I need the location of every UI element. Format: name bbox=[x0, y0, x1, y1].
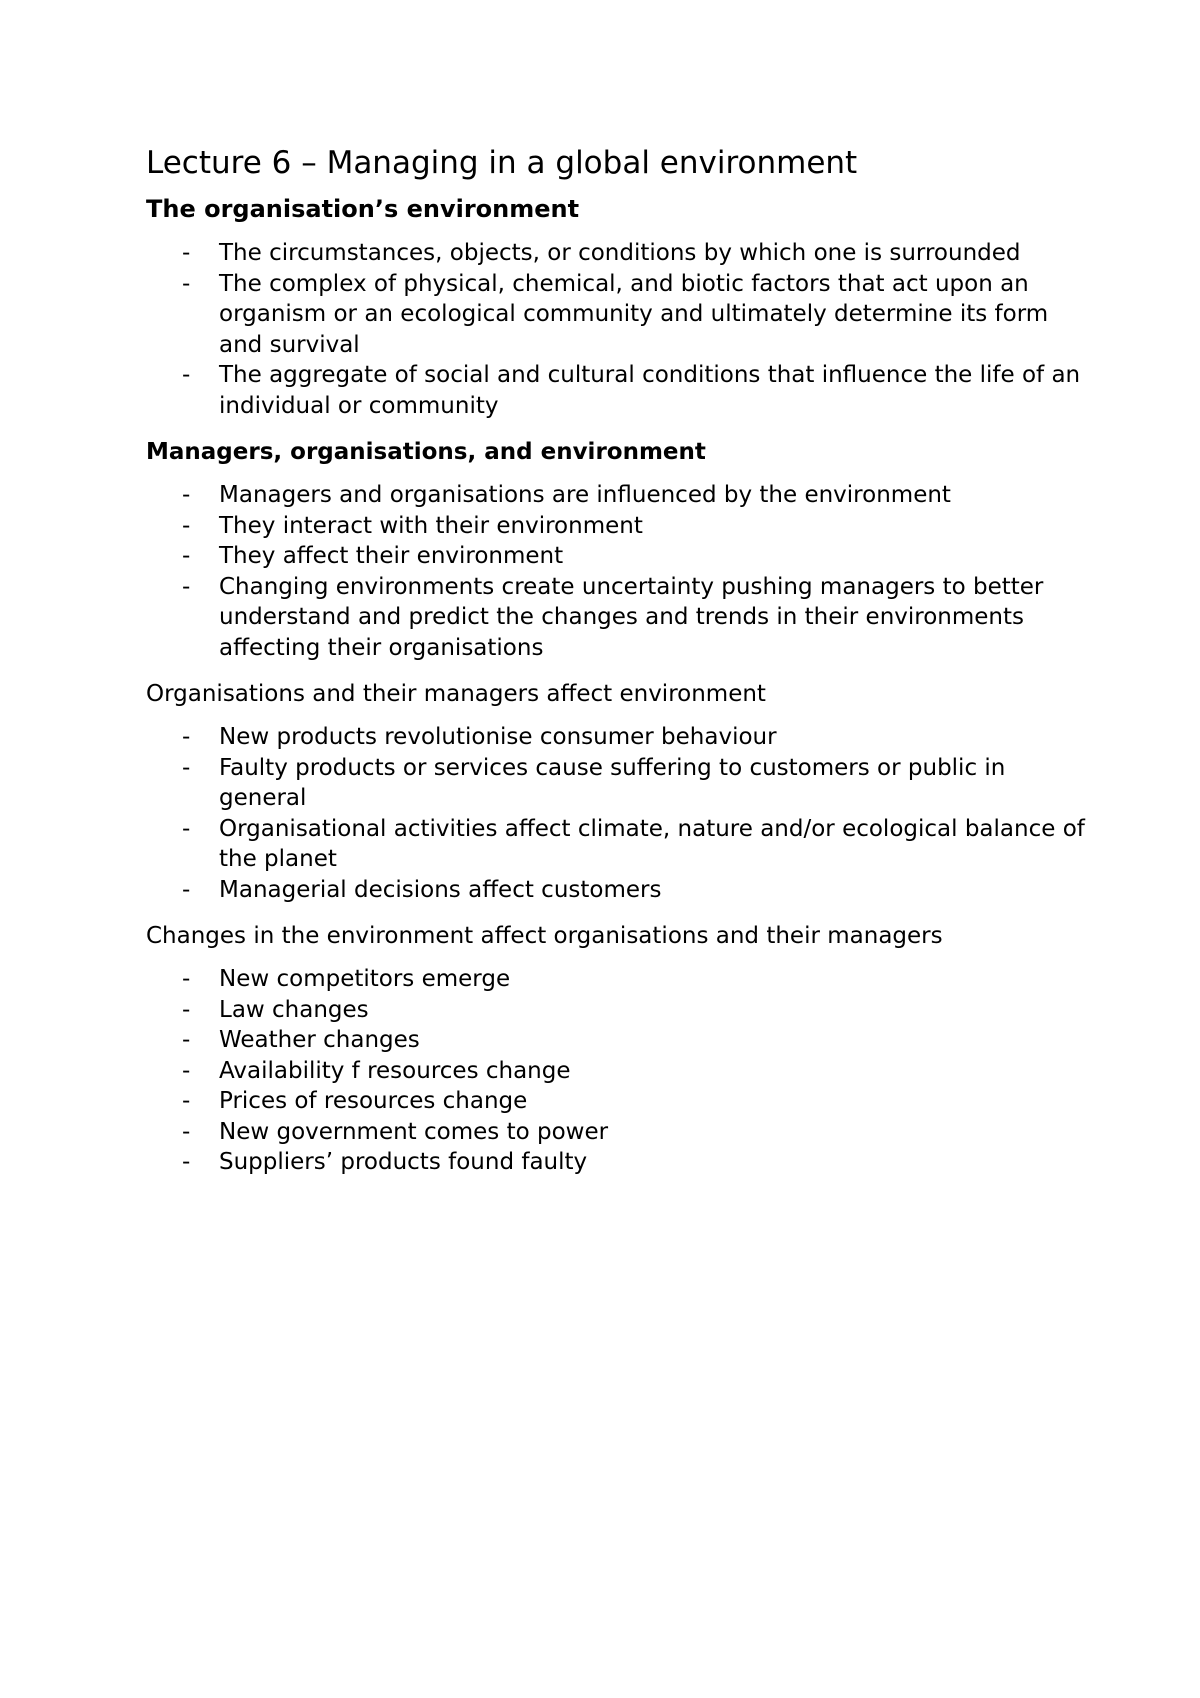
list-item bbox=[146, 964, 1086, 995]
list-item-text: New government comes to power bbox=[219, 1118, 609, 1145]
list-item-text: The aggregate of social and cultural conditions that influence the life of an individual or community bbox=[219, 362, 1081, 419]
list-item-text: Organisational activities affect climate, nature and/or ecological balance of the planet bbox=[219, 815, 1085, 872]
list-item bbox=[146, 480, 1086, 511]
dash-bullet-icon: - bbox=[182, 1088, 191, 1114]
list-item-text: Managerial decisions affect customers bbox=[219, 876, 662, 903]
list-item-text: Changing environments create uncertainty pushing managers to better understand and predict the changes and trends in their environments affecting their organisations bbox=[219, 573, 1044, 661]
list-item-text: Weather changes bbox=[219, 1027, 420, 1053]
dash-bullet-icon: - bbox=[182, 240, 191, 266]
document-page bbox=[146, 143, 1086, 1194]
list-item bbox=[146, 753, 1086, 814]
list-item bbox=[146, 1086, 1086, 1117]
list-item bbox=[146, 572, 1086, 664]
section-heading-environment-changes: Changes in the environment affect organisations and their managers bbox=[146, 923, 943, 949]
list-item bbox=[146, 269, 1086, 361]
dash-bullet-icon: - bbox=[182, 362, 191, 388]
list-item-text: They interact with their environment bbox=[219, 512, 643, 539]
dash-bullet-icon: - bbox=[182, 996, 191, 1023]
list-item bbox=[146, 511, 1086, 542]
list-item-text: The complex of physical, chemical, and biotic factors that act upon an organism or an ecological community and ultimately determine its form and survival bbox=[219, 270, 1049, 358]
list-item-text: Availability f resources change bbox=[219, 1057, 571, 1084]
list-item bbox=[146, 814, 1086, 875]
dash-bullet-icon: - bbox=[182, 754, 191, 781]
dash-bullet-icon: - bbox=[182, 573, 191, 600]
section-heading-organisation-environment: The organisation’s environment bbox=[146, 195, 580, 223]
list-item-text: Suppliers’ products found faulty bbox=[219, 1149, 588, 1175]
list-item-text: They affect their environment bbox=[219, 543, 564, 569]
dash-bullet-icon: - bbox=[182, 724, 191, 750]
dash-bullet-icon: - bbox=[182, 1118, 191, 1145]
list-item bbox=[146, 1147, 1086, 1178]
list-item bbox=[146, 995, 1086, 1026]
list-item bbox=[146, 722, 1086, 753]
dash-bullet-icon: - bbox=[182, 1057, 191, 1084]
list-item bbox=[146, 238, 1086, 269]
list-item-text: Faulty products or services cause suffering to customers or public in general bbox=[219, 754, 1006, 811]
list-item-text: New competitors emerge bbox=[219, 966, 511, 992]
document-title: Lecture 6 – Managing in a global environment bbox=[146, 145, 858, 181]
dash-bullet-icon: - bbox=[182, 512, 191, 539]
dash-bullet-icon: - bbox=[182, 1027, 191, 1053]
list-item bbox=[146, 1025, 1086, 1056]
bullet-list-organisation-environment bbox=[146, 238, 1086, 421]
dash-bullet-icon: - bbox=[182, 270, 191, 297]
section-heading-organisations-affect-environment: Organisations and their managers affect environment bbox=[146, 681, 766, 707]
dash-bullet-icon: - bbox=[182, 966, 191, 992]
dash-bullet-icon: - bbox=[182, 815, 191, 842]
bullet-list-managers-organisations bbox=[146, 480, 1086, 663]
list-item bbox=[146, 1117, 1086, 1148]
list-item bbox=[146, 541, 1086, 572]
dash-bullet-icon: - bbox=[182, 1149, 191, 1175]
list-item bbox=[146, 1056, 1086, 1087]
dash-bullet-icon: - bbox=[182, 543, 191, 569]
list-item bbox=[146, 360, 1086, 421]
dash-bullet-icon: - bbox=[182, 876, 191, 903]
list-item-text: Prices of resources change bbox=[219, 1088, 528, 1114]
section-heading-managers-organisations: Managers, organisations, and environment bbox=[146, 439, 706, 465]
bullet-list-environment-changes bbox=[146, 964, 1086, 1178]
list-item-text: Managers and organisations are influenced by the environment bbox=[219, 482, 951, 508]
list-item-text: Law changes bbox=[219, 996, 369, 1023]
bullet-list-organisations-affect-environment bbox=[146, 722, 1086, 905]
list-item-text: The circumstances, objects, or conditions by which one is surrounded bbox=[219, 240, 1021, 266]
dash-bullet-icon: - bbox=[182, 482, 191, 508]
list-item-text: New products revolutionise consumer behaviour bbox=[219, 724, 777, 750]
list-item bbox=[146, 875, 1086, 906]
